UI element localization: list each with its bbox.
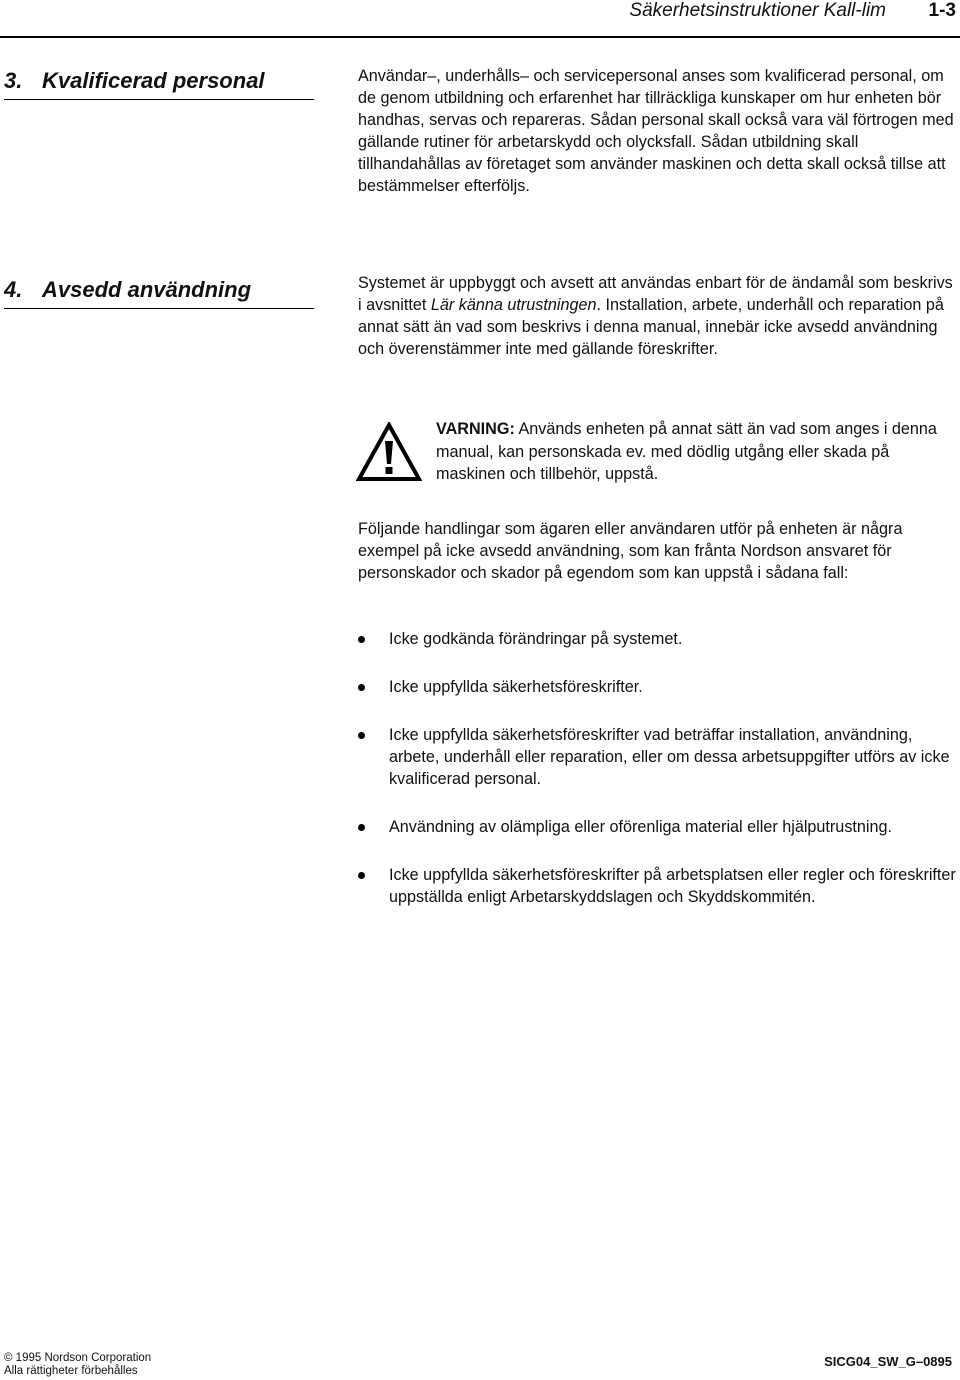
page-header: [0, 0, 960, 46]
warning-triangle-icon: [356, 422, 422, 482]
section-4-reference: Lär känna utrustningen: [430, 296, 597, 314]
section-4-text-b: . Installation, arbete, underhåll och reparation på annat sätt än vad som beskrivs i denna manual, innebär icke avsedd användning och överenstämmer inte med gällande föreskrifter.: [358, 296, 944, 358]
list-item: [358, 628, 958, 650]
header-title: Säkerhetsinstruktioner Kall-lim: [629, 0, 886, 21]
header-rule: [0, 36, 960, 38]
bullet-dot-icon: [358, 732, 365, 739]
bullet-dot-icon: [358, 684, 365, 691]
section-3-number: 3.: [4, 68, 23, 93]
misuse-list: [358, 628, 958, 934]
section-4-number: 4.: [4, 277, 23, 302]
warning-text: [436, 418, 956, 486]
list-item-text: Icke uppfyllda säkerhetsföreskrifter vad beträffar installation, användning, arbete, underhåll eller reparation, eller om dessa arbetsuppgifter utförs av icke kvalificerad personal.: [389, 726, 950, 788]
list-item-text: Icke godkända förändringar på systemet.: [389, 630, 683, 648]
list-item: [358, 724, 958, 790]
list-item-text: Icke uppfyllda säkerhetsföreskrifter på arbetsplatsen eller regler och föreskrifter uppställda enligt Arbetarskyddslagen och Skyddskommitén.: [389, 866, 956, 906]
section-3-heading: [4, 68, 314, 100]
warning-message: Används enheten på annat sätt än vad som anges i denna manual, kan personskada ev. med dödlig utgång eller skada på maskinen och tillbehör, uppstå.: [436, 420, 937, 483]
footer-copyright-block: [4, 1352, 151, 1378]
list-item-text: Icke uppfyllda säkerhetsföreskrifter.: [389, 678, 643, 696]
section-4-rule: [4, 308, 314, 309]
rights-text: Alla rättigheter förbehålles: [4, 1365, 138, 1377]
copyright-text: © 1995 Nordson Corporation: [4, 1352, 152, 1364]
section-4-text-a: Systemet är uppbyggt och avsett att användas enbart för de ändamål som beskrivs i avsnittet: [358, 274, 953, 314]
intro-paragraph: Följande handlingar som ägaren eller användaren utför på enheten är några exempel på icke avsedd användning, som kan frånta Nordson ansvaret för personskador och skador på egendom som kan uppstå i sådana fall:: [358, 520, 903, 582]
section-4-body: [358, 272, 956, 360]
section-4-title: Avsedd användning: [42, 277, 252, 302]
section-3-rule: [4, 99, 314, 100]
list-item: [358, 816, 958, 838]
bullet-dot-icon: [358, 636, 365, 643]
bullet-dot-icon: [358, 872, 365, 879]
warning-box: [356, 418, 958, 486]
section-3-title: Kvalificerad personal: [42, 68, 265, 93]
section-4-paragraph: [358, 272, 956, 360]
list-item-text: Användning av olämpliga eller oförenliga material eller hjälputrustning.: [389, 818, 893, 836]
document-code: SICG04_SW_G–0895: [824, 1354, 952, 1369]
section-4-heading: [4, 277, 314, 309]
section-3-paragraph: Användar–, underhålls– och servicepersonal anses som kvalificerad personal, om de genom utbildning och erfarenhet har tillräckliga kunskaper om hur enheten bör handhas, servas och repareras. Sådan personal skall också vara väl förtrogen med gällande rutiner för arbetarskydd och olycksfall. Sådan utbildning skall tillhandahållas av företaget som använder maskinen och detta skall också tillse att bestämmelser efterföljs.: [358, 67, 954, 195]
list-item: [358, 676, 958, 698]
section-3-body: [358, 65, 956, 197]
bullet-dot-icon: [358, 824, 365, 831]
list-item: [358, 864, 958, 908]
intro-body: [358, 518, 956, 584]
page-number: 1-3: [928, 0, 956, 21]
warning-label: VARNING:: [436, 420, 515, 438]
